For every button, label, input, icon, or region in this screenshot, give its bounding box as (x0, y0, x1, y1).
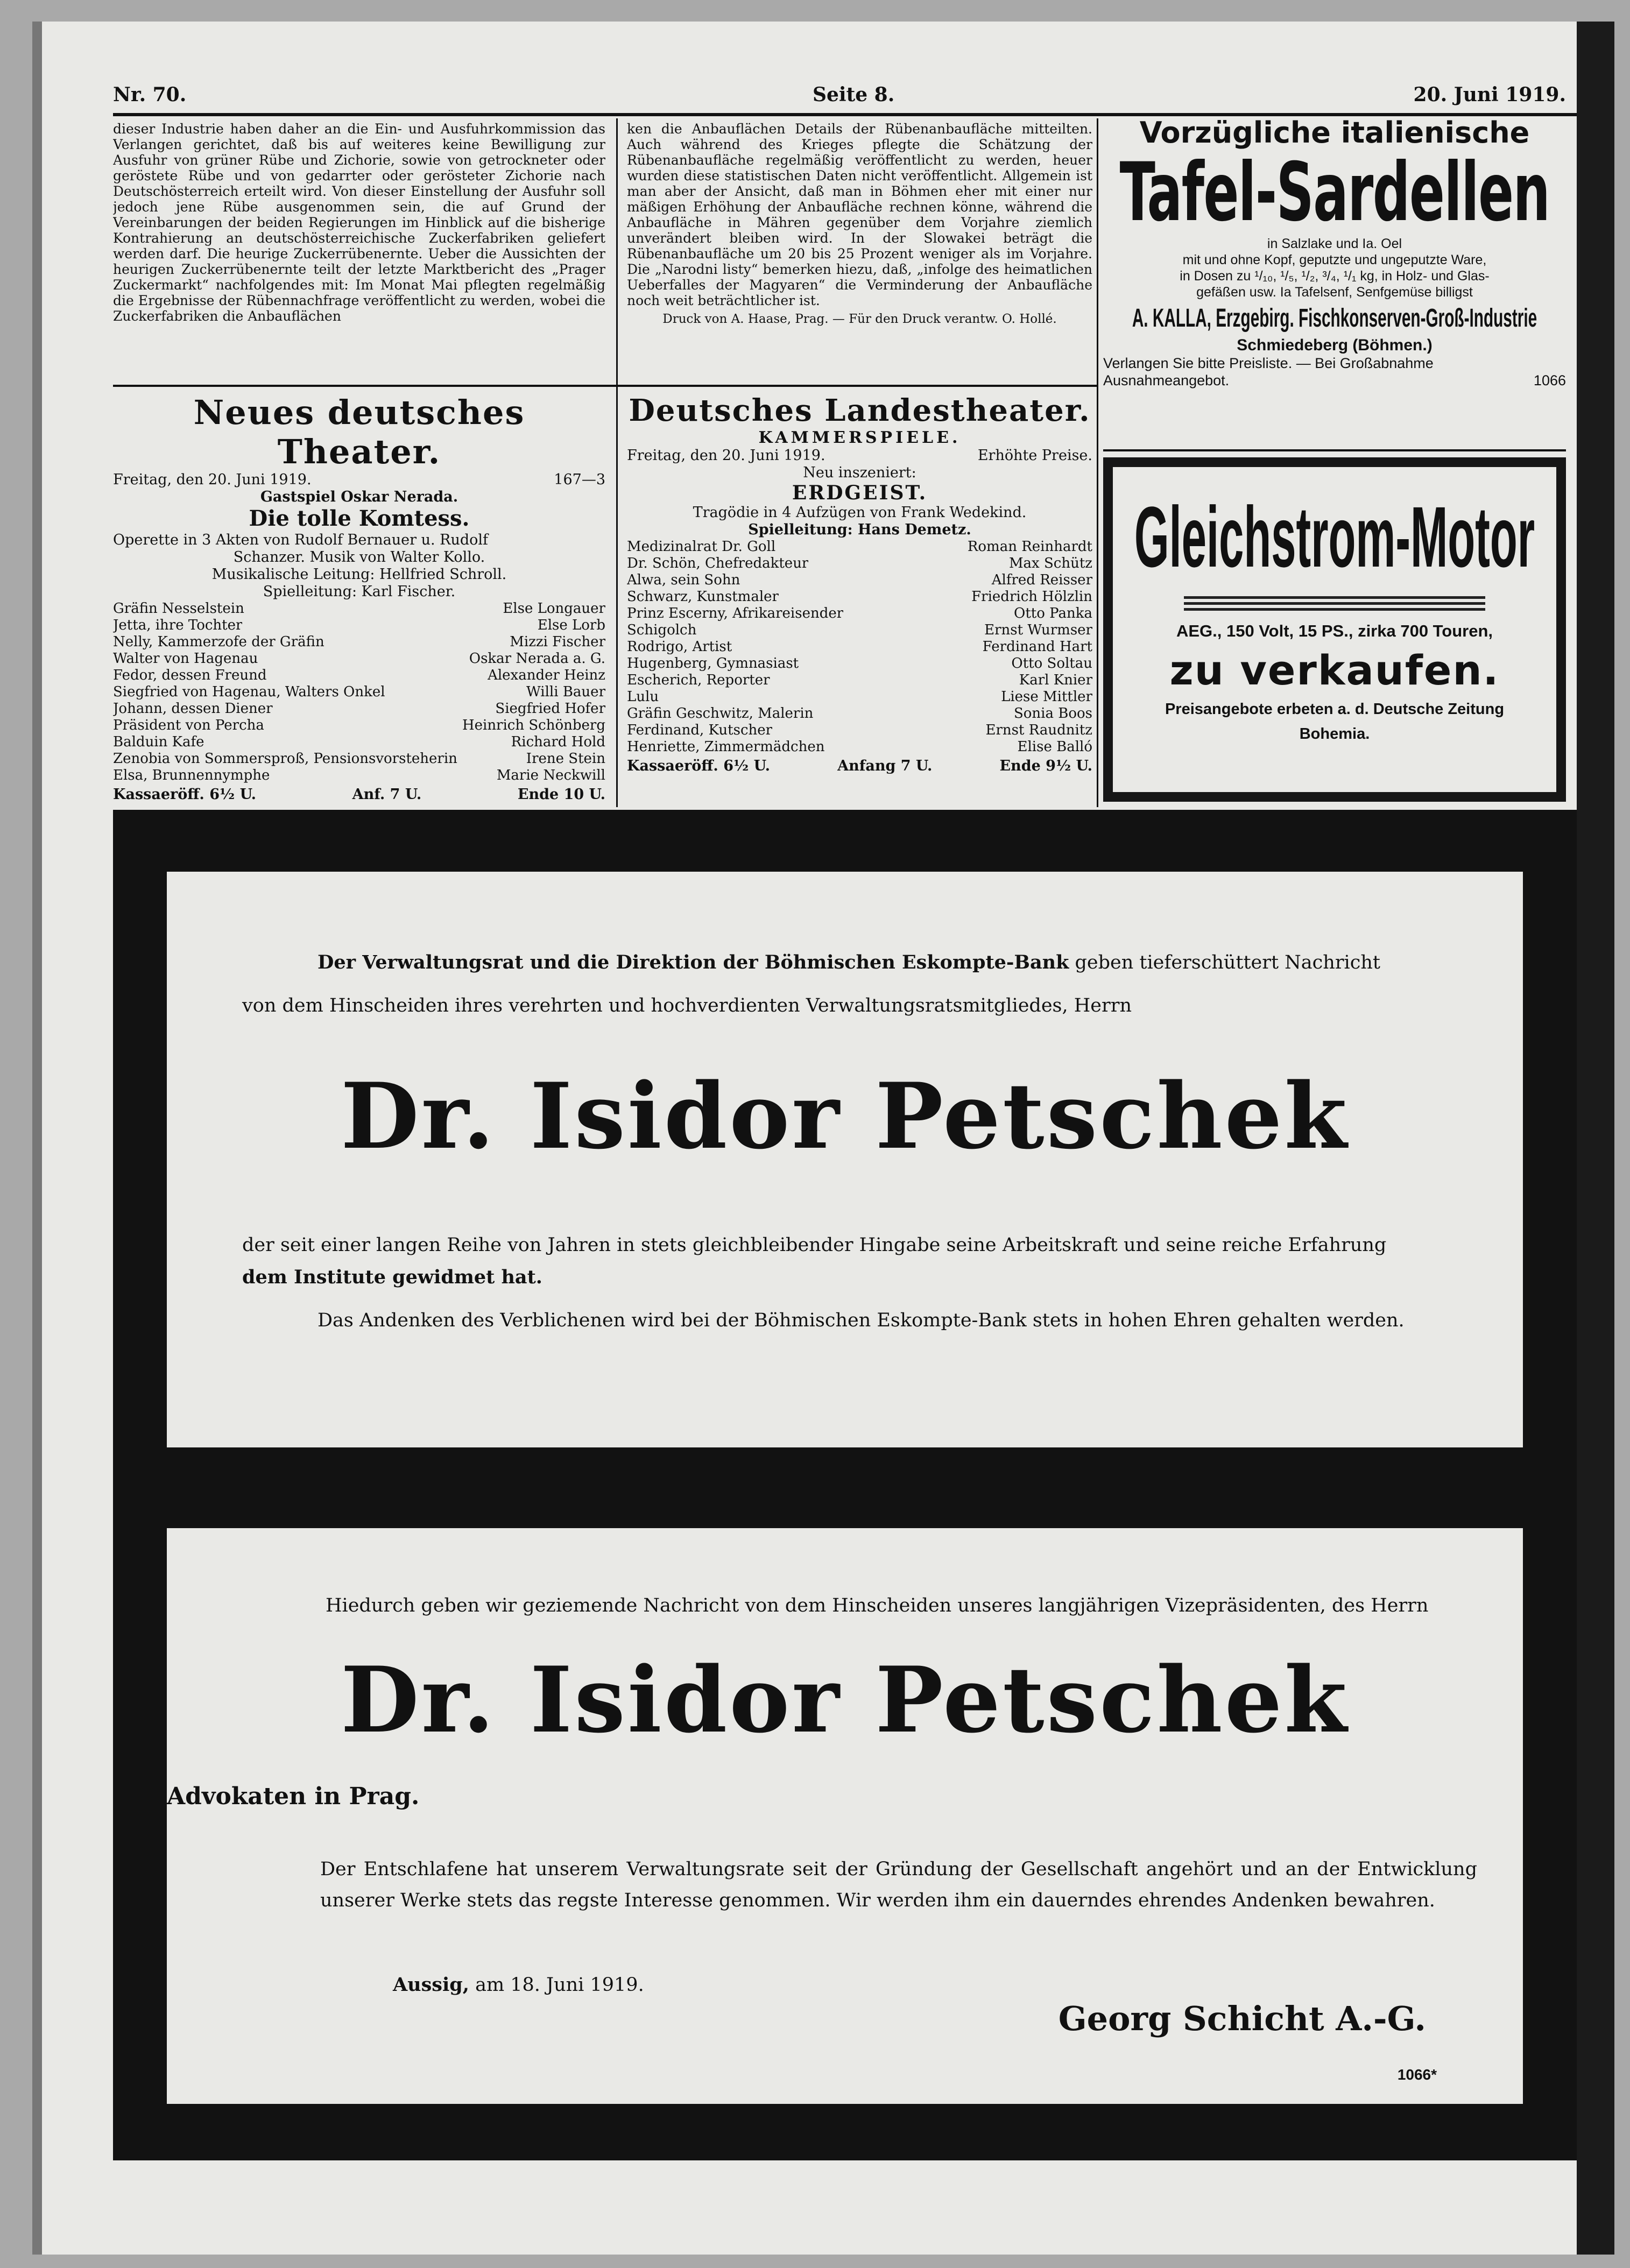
ad-reference: 1066* (1397, 2066, 1437, 2083)
cast-actor: Else Longauer (503, 600, 605, 617)
obituary-lead (317, 947, 1474, 978)
cast-actor: Max Schütz (1008, 555, 1092, 571)
price-note: Erhöhte Preise. (977, 447, 1092, 464)
play-title: ERDGEIST. (792, 482, 928, 504)
ad-sale: zu verkaufen. (1169, 646, 1500, 694)
cast-actor: Karl Knier (1019, 672, 1092, 688)
cast-role: Zenobia von Sommersproß, Pensionsvorsteherin (113, 751, 457, 767)
cast-role: Balduin Kafe (113, 734, 204, 750)
article-column-right (627, 121, 1092, 374)
ad-note-2: Ausnahmeangebot. (1103, 372, 1230, 388)
box-office-time: Kassaeröff. 6½ U. (113, 786, 257, 803)
ad-rule (1103, 449, 1566, 451)
cast-row (113, 667, 605, 684)
cast-row (627, 589, 1092, 605)
cast-actor: Elise Balló (1017, 739, 1092, 755)
ad-line: in Salzlake und Ia. Oel (1267, 236, 1402, 251)
printer-line: Druck von A. Haase, Prag. — Für den Druck verantw. O. Hollé. (662, 312, 1057, 326)
cast-row (627, 722, 1092, 739)
issue-number: Nr. 70. (113, 83, 187, 106)
cast-role: Johann, dessen Diener (113, 701, 273, 717)
cast-actor: Otto Soltau (1011, 655, 1092, 672)
obituary-notice-schicht (113, 1469, 1577, 2160)
play-desc-2: Schanzer. Musik von Walter Kollo. (233, 549, 485, 566)
music-direction: Musikalische Leitung: Hellfried Schroll. (211, 566, 507, 583)
cast-row (113, 684, 605, 701)
cast-list (113, 600, 605, 784)
cast-row (627, 539, 1092, 555)
cast-role: Ferdinand, Kutscher (627, 722, 773, 738)
cast-row (113, 600, 605, 617)
cast-row (627, 655, 1092, 672)
cast-row (113, 617, 605, 634)
cast-row (113, 734, 605, 751)
stage-direction: Spielleitung: Hans Demetz. (748, 521, 971, 538)
cast-row (627, 555, 1092, 572)
cast-row (627, 639, 1092, 655)
cast-row (113, 651, 605, 667)
ad-note-1: Verlangen Sie bitte Preisliste. — Bei Großabnahme (1103, 355, 1434, 371)
article-text-right: ken die Anbauflächen Details der Rübenanbaufläche mitteilten. Auch während des Krieges pflegte die Schätzung der Rübenanbaufläche regelmäßig veröffentlicht zu werden, heuer wurden diese statistischen Daten nicht veröffentlicht. Allgemein ist man aber der Ansicht, daß man in Böhmen eher mit einer nur mäßigen Erhöhung der Anbaufläche rechnen könne, während die Anbaufläche in Mähren gegenüber dem Vorjahre ziemlich unverändert bleiben wird. In der Slowakei beträgt die Rübenanbaufläche um 20 bis 25 Prozent weniger als im Vorjahre. Die „Narodni listy“ bemerken hiezu, daß, „infolge des heimatlichen Ueberfalles der Magyaren“ die Verminderung der Anbaufläche noch weit beträchtlicher ist. (627, 121, 1092, 308)
cast-role: Walter von Hagenau (113, 651, 258, 667)
cast-row (627, 739, 1092, 755)
start-time: Anf. 7 U. (352, 786, 422, 803)
obituary-notice-bank (113, 810, 1577, 1509)
obituary-body: Der Entschlafene hat unserem Verwaltungsrate seit der Gründung der Gesellschaft angehört und an der Entwicklung unserer Werke stets das regste Interesse genommen. Wir werden ihm ein dauerndes ehrendes Andenken bewahren. (320, 1859, 1477, 1911)
cast-actor: Liese Mittler (1001, 689, 1092, 705)
cast-actor: Marie Neckwill (496, 767, 605, 783)
play-desc: Tragödie in 4 Aufzügen von Frank Wedekind. (693, 504, 1027, 521)
guest-line: Gastspiel Oskar Nerada. (260, 489, 458, 505)
cast-actor: Sonia Boos (1013, 705, 1092, 722)
performance-number: 167—3 (554, 471, 605, 488)
deceased-name: Dr. Isidor Petschek (341, 1647, 1349, 1753)
box-office-time: Kassaeröff. 6½ U. (627, 758, 771, 774)
ad-headline: Gleichstrom-Motor (1134, 489, 1535, 585)
ad-kicker: Vorzügliche italienische (1139, 116, 1530, 150)
theater-subtitle: KAMMERSPIELE. (758, 428, 961, 447)
cast-role: Prinz Escerny, Afrikareisender (627, 605, 844, 621)
cast-row (113, 717, 605, 734)
cast-role: Gräfin Nesselstein (113, 600, 244, 617)
date-row (627, 447, 1092, 464)
ad-line: gefäßen usw. Ia Tafelsenf, Senfgemüse billigst (1196, 285, 1473, 300)
cast-actor: Alfred Reisser (991, 572, 1092, 588)
page-number: Seite 8. (813, 83, 895, 106)
cast-role: Henriette, Zimmermädchen (627, 739, 825, 755)
cast-actor: Mizzi Fischer (510, 634, 605, 650)
cast-actor: Else Lorb (537, 617, 605, 633)
cast-row (113, 634, 605, 651)
article-text-left: dieser Industrie haben daher an die Ein- und Ausfuhrkommission das Verlangen gerichtet, daß bis auf weiteres keine Bewilligung zur Ausfuhr von grüner Rübe und Zichorie, sowie von getrockneter oder geröstete Rübe und von gedarrter oder gerösteter Zichorie nach Deutschösterreich erteilt wird. Von dieser Einstellung der Ausfuhr soll jedoch jene Rübe ausgenommen sein, die auf Grund der Vereinbarungen der beiden Regierungen im Hinblick auf die bisherige Kontrahierung an deutschösterreichische Zuckerfabriken geliefert werden darf. Die heurige Zuckerrübenernte. Ueber die Aussichten der heurigen Zuckerrübenernte teilt der letzte Marktbericht des „Prager Zuckermarkt“ nachfolgendes mit: Im Monat Mai pflegten regelmäßig die Ergebnisse der Rübennachfrage veröffentlicht zu werden, wobei die Zuckerfabriken die Anbauflächen (113, 121, 605, 324)
ad-headline: Tafel-Sardellen (1119, 146, 1550, 239)
play-title: Die tolle Komtess. (249, 506, 470, 531)
advertisement-sardellen (1103, 116, 1566, 449)
start-time: Anfang 7 U. (837, 758, 933, 774)
theater-name: Deutsches Landestheater. (629, 393, 1091, 428)
obituary-line-5: Das Andenken des Verblichenen wird bei der Böhmischen Eskompte-Bank stets in hohen Ehren gehalten werden. (317, 1310, 1405, 1331)
obituary-lead: Hiedurch geben wir geziemende Nachricht von dem Hinscheiden unseres langjährigen Vizepräsidenten, des Herrn (326, 1595, 1429, 1616)
obituary-line-3: der seit einer langen Reihe von Jahren in stets gleichbleibender Hingabe seine Arbeitskraft und seine reiche Erfahrung (242, 1234, 1387, 1256)
performance-date: Freitag, den 20. Juni 1919. (113, 471, 312, 488)
obituary-line-2: von dem Hinscheiden ihres verehrten und hochverdienten Verwaltungsratsmitgliedes, Herrn (242, 995, 1132, 1016)
cast-actor: Otto Panka (1014, 605, 1092, 621)
cast-actor: Roman Reinhardt (967, 539, 1092, 555)
cast-actor: Willi Bauer (526, 684, 605, 700)
cast-row (113, 767, 605, 784)
cast-actor: Alexander Heinz (488, 667, 605, 683)
performance-date: Freitag, den 20. Juni 1919. (627, 447, 825, 464)
firm-signature: Georg Schicht A.-G. (1058, 1999, 1426, 2038)
place: Aussig, (393, 1974, 469, 1996)
cast-row (627, 622, 1092, 639)
place-date (393, 1969, 877, 2001)
program-footer (627, 758, 1092, 775)
ad-firm: A. KALLA, Erzgebirg. Fischkonserven-Groß-Industrie (1132, 304, 1537, 333)
ad-line: mit und ohne Kopf, geputzte und ungeputzte Ware, (1182, 252, 1487, 267)
cast-role: Schigolch (627, 622, 697, 638)
section-rule (113, 385, 1098, 387)
cast-row (627, 705, 1092, 722)
cast-role: Fedor, dessen Freund (113, 667, 267, 683)
end-time: Ende 10 U. (517, 786, 605, 803)
cast-role: Lulu (627, 689, 659, 705)
cast-actor: Richard Hold (511, 734, 605, 750)
theater-program-landestheater (627, 393, 1092, 807)
advertisement-motor (1103, 457, 1566, 802)
stage-direction: Spielleitung: Karl Fischer. (263, 583, 456, 600)
ad-line: in Dosen zu ¹/₁₀, ¹/₅, ¹/₂, ³/₄, ¹/₁ kg, in Holz- und Glas- (1180, 269, 1490, 284)
cast-actor: Ferdinand Hart (982, 639, 1092, 655)
new-production: Neu inszeniert: (803, 464, 916, 481)
cast-row (627, 689, 1092, 705)
end-time: Ende 9½ U. (999, 758, 1092, 774)
cast-row (627, 605, 1092, 622)
column-rule-1 (616, 118, 618, 807)
cast-role: Alwa, sein Sohn (627, 572, 740, 588)
theater-program-neues (113, 393, 605, 807)
cast-row (113, 751, 605, 767)
cast-role: Präsident von Percha (113, 717, 264, 733)
obituary-lead-bold: Der Verwaltungsrat und die Direktion der Böhmischen Eskompte-Bank (317, 951, 1069, 973)
issue-date: 20. Juni 1919. (1413, 83, 1566, 106)
theater-name: Neues deutsches Theater. (193, 393, 525, 471)
cast-actor: Irene Stein (526, 751, 605, 767)
ad-note-row (1103, 372, 1566, 389)
cast-actor: Friedrich Hölzlin (971, 589, 1092, 605)
cast-actor: Ernst Raudnitz (985, 722, 1092, 738)
obituary-lead-rest: geben tieferschüttert Nachricht (1069, 952, 1380, 973)
page-header (113, 73, 1566, 116)
cast-role: Siegfried von Hagenau, Walters Onkel (113, 684, 385, 700)
cast-role: Gräfin Geschwitz, Malerin (627, 705, 814, 722)
deceased-profession: Advokaten in Prag. (167, 1783, 420, 1810)
cast-row (627, 572, 1092, 589)
ad-town: Schmiedeberg (Böhmen.) (1237, 336, 1433, 354)
cast-role: Schwarz, Kunstmaler (627, 589, 779, 605)
program-footer (113, 786, 605, 803)
cast-role: Jetta, ihre Tochter (113, 617, 243, 633)
cast-actor: Siegfried Hofer (495, 701, 605, 717)
cast-row (627, 672, 1092, 689)
date-row (113, 471, 605, 489)
article-column-left (113, 121, 605, 374)
cast-role: Nelly, Kammerzofe der Gräfin (113, 634, 324, 650)
cast-role: Elsa, Brunnennymphe (113, 767, 270, 783)
date: am 18. Juni 1919. (469, 1974, 644, 1996)
ad-offer-1: Preisangebote erbeten a. d. Deutsche Zeitung (1165, 701, 1505, 718)
cast-row (113, 701, 605, 717)
deceased-name: Dr. Isidor Petschek (341, 1063, 1349, 1169)
ad-decor-lines (1184, 596, 1485, 611)
page-binding-edge (1577, 22, 1614, 2255)
page-shadow-left (32, 22, 42, 2255)
cast-actor: Oskar Nerada a. G. (469, 651, 605, 667)
cast-list (627, 539, 1092, 755)
play-desc-1: Operette in 3 Akten von Rudolf Bernauer u. Rudolf (113, 532, 489, 548)
cast-role: Dr. Schön, Chefredakteur (627, 555, 809, 571)
cast-actor: Heinrich Schönberg (462, 717, 605, 733)
obituary-line-4: dem Institute gewidmet hat. (242, 1266, 542, 1288)
cast-role: Hugenberg, Gymnasiast (627, 655, 799, 672)
cast-actor: Ernst Wurmser (984, 622, 1092, 638)
cast-role: Rodrigo, Artist (627, 639, 732, 655)
ad-offer-2: Bohemia. (1299, 725, 1370, 743)
newspaper-page (32, 22, 1614, 2255)
cast-role: Escherich, Reporter (627, 672, 770, 688)
ad-reference: 1066 (1533, 372, 1566, 388)
cast-role: Medizinalrat Dr. Goll (627, 539, 776, 555)
ad-spec: AEG., 150 Volt, 15 PS., zirka 700 Touren, (1176, 621, 1493, 640)
